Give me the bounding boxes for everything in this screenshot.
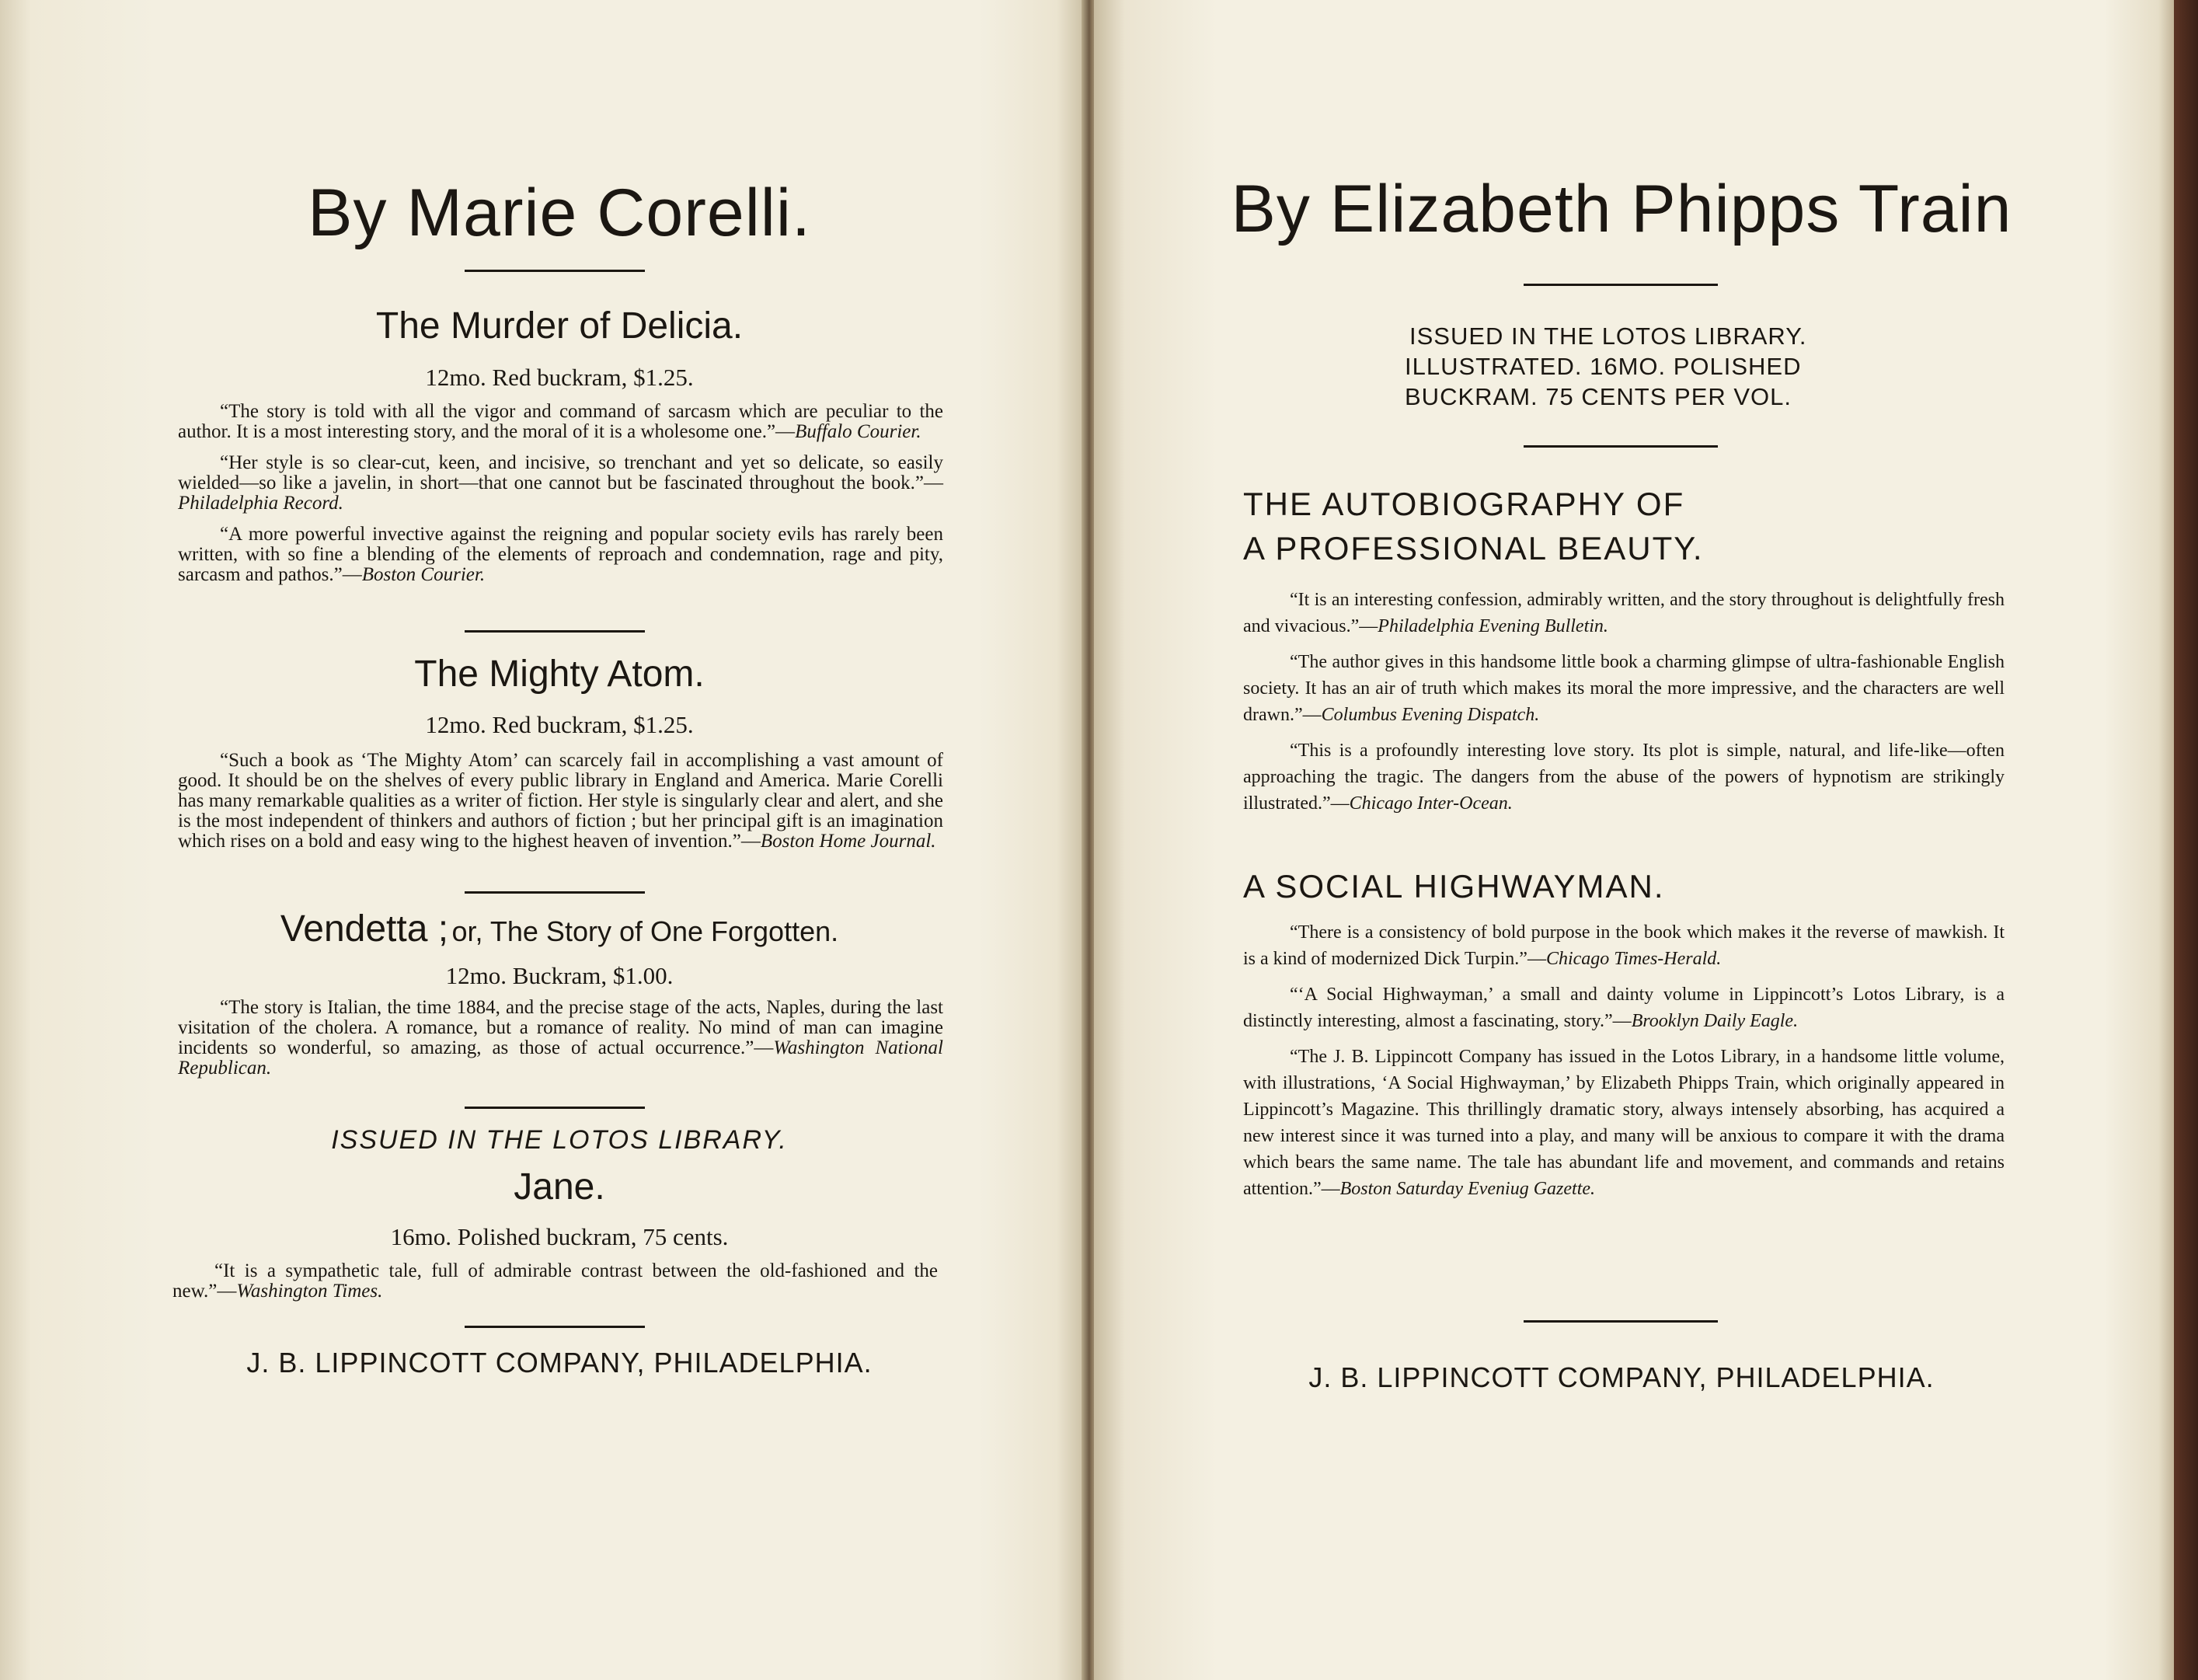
review-source: Washington Times. xyxy=(236,1281,383,1302)
review xyxy=(178,402,943,442)
review-text: “The story is told with all the vigor and command of sarcasm which are peculiar to the author. It is a most interesting story, and the moral of it is a wholesome one.”— xyxy=(178,401,943,442)
review xyxy=(1243,919,2005,972)
divider xyxy=(465,1326,645,1328)
book-price: 12mo. Buckram, $1.00. xyxy=(445,962,674,989)
book-cover-edge xyxy=(2174,0,2198,1680)
review-text: “It is an interesting confession, admirably written, and the story throughout is delightfully fresh and vivacious.”— xyxy=(1243,590,2005,636)
review-source: Boston Home Journal. xyxy=(760,831,936,852)
review-source: Columbus Evening Dispatch. xyxy=(1321,705,1540,725)
publisher-imprint: J. B. LIPPINCOTT COMPANY, PHILADELPHIA. xyxy=(1308,1361,1935,1393)
divider xyxy=(1524,284,1718,286)
review-text: “The story is Italian, the time 1884, and the precise stage of the acts, Naples, during the last visitation of the cholera. A romance, but a romance of reality. No mind of man can imagine incidents so wonderful, so amazing, as those of actual occurrence.”— xyxy=(178,997,943,1058)
reviews-mighty-atom xyxy=(178,751,943,863)
publisher-imprint: J. B. LIPPINCOTT COMPANY, PHILADELPHIA. xyxy=(246,1347,873,1379)
right-page xyxy=(1094,0,2175,1680)
review-text: “It is a sympathetic tale, full of admirable contrast between the old-fashioned and the new.”— xyxy=(172,1260,938,1302)
review-text: “A more powerful invective against the reigning and popular society evils has rarely been written, with so fine a blending of the elements of reproach and condemnation, rage and pity, sarcasm and pathos.”— xyxy=(178,524,943,585)
book-title-murder-of-delicia: The Murder of Delicia. xyxy=(375,305,744,347)
reviews-jane xyxy=(172,1261,938,1312)
review-source: Brooklyn Daily Eagle. xyxy=(1631,1011,1799,1031)
title-line: THE AUTOBIOGRAPHY OF xyxy=(1243,486,1685,522)
author-heading-train: By Elizabeth Phipps Train xyxy=(1231,172,2012,246)
left-page xyxy=(0,0,1086,1680)
review-source: Philadelphia Evening Bulletin. xyxy=(1378,616,1608,636)
review-text: “Her style is so clear-cut, keen, and incisive, so trenchant and yet so delicate, so easily wielded—so like a javelin, in short—that one cannot but be fascinated throughout the book.”— xyxy=(178,452,943,493)
review-text: “The author gives in this handsome little book a charming glimpse of ultra-fashionable English society. It has an air of truth which makes its moral the more impressive, and the characters are well drawn.”— xyxy=(1243,652,2005,725)
book-title-jane: Jane. xyxy=(514,1166,605,1208)
title-line: A PROFESSIONAL BEAUTY. xyxy=(1243,530,1704,566)
reviews-vendetta xyxy=(178,998,943,1089)
review-source: Boston Courier. xyxy=(361,564,486,585)
review xyxy=(1243,737,2005,817)
vendetta-title: Vendetta ; xyxy=(280,908,449,950)
review-source: Chicago Times-Herald. xyxy=(1545,949,1722,969)
review xyxy=(178,751,943,852)
book-title-autobiography xyxy=(1243,482,2020,570)
review-source: Boston Saturday Eveniug Gazette. xyxy=(1339,1179,1596,1199)
reviews-autobiography xyxy=(1243,587,2005,826)
divider xyxy=(465,270,645,272)
review-source: Chicago Inter-Ocean. xyxy=(1349,793,1513,814)
lotos-library-notice xyxy=(1405,321,1949,412)
review-text: “This is a profoundly interesting love story. Its plot is simple, natural, and life-like—often approaching the tragic. The dangers from the abuse of the powers of hypnotism are strikingly illustrated.”— xyxy=(1243,741,2005,814)
reviews-murder-of-delicia xyxy=(178,402,943,596)
book-title-vendetta xyxy=(0,908,1119,950)
review-source: Washington National Republican. xyxy=(178,1037,943,1079)
reviews-social-highwayman xyxy=(1243,919,2005,1211)
review xyxy=(1243,981,2005,1034)
divider xyxy=(465,891,645,894)
book-title-social-highwayman xyxy=(1243,864,2020,908)
book-price: 12mo. Red buckram, $1.25. xyxy=(425,364,694,391)
review-text: “‘A Social Highwayman,’ a small and dainty volume in Lippincott’s Lotos Library, is a distinctly interesting, almost a fascinating, story.”— xyxy=(1243,985,2005,1031)
review-source: Buffalo Courier. xyxy=(795,421,921,442)
title-line: A SOCIAL HIGHWAYMAN. xyxy=(1243,868,1665,904)
review xyxy=(178,453,943,514)
review-text: “There is a consistency of bold purpose in the book which makes it the reverse of mawkish. It is a kind of modernized Dick Turpin.”— xyxy=(1243,922,2005,969)
review xyxy=(178,525,943,585)
author-heading-corelli: By Marie Corelli. xyxy=(308,176,811,250)
notice-line: ISSUED IN THE LOTOS LIBRARY. xyxy=(1409,322,1807,350)
book-price: 16mo. Polished buckram, 75 cents. xyxy=(390,1223,729,1250)
notice-line: BUCKRAM. 75 CENTS PER VOL. xyxy=(1405,383,1792,410)
book-price: 12mo. Red buckram, $1.25. xyxy=(425,711,694,738)
review-source: Philadelphia Record. xyxy=(178,493,343,514)
review xyxy=(178,998,943,1079)
review-text: “Such a book as ‘The Mighty Atom’ can scarcely fail in accomplishing a vast amount of good. It should be on the shelves of every public library in England and America. Marie Corelli has many remarkable qualities as a writer of fiction. Her style is singularly clear and alert, and she is the most independent of thinkers and authors of fiction ; but her principal gift is an imagination which rises on a bold and easy wing to the highest heaven of invention.”— xyxy=(178,750,943,852)
review-text: “The J. B. Lippincott Company has issued in the Lotos Library, in a handsome little volume, with illustrations, ‘A Social Highwayman,’ by Elizabeth Phipps Train, which originally appeared in Lippincott’s Magazine. This thrillingly dramatic story, always intensely absorbing, has acquired a new interest since it was turned into a play, and many will be anxious to compare it with the drama which bears the same name. The tale has abundant life and movement, and commands and retains attention.”— xyxy=(1243,1047,2005,1199)
divider xyxy=(1524,445,1718,448)
divider xyxy=(465,630,645,633)
divider xyxy=(465,1107,645,1109)
review xyxy=(1243,649,2005,728)
divider xyxy=(1524,1320,1718,1323)
book-title-mighty-atom: The Mighty Atom. xyxy=(414,654,705,695)
lotos-library-heading: ISSUED IN THE LOTOS LIBRARY. xyxy=(331,1125,788,1155)
review xyxy=(1243,1044,2005,1202)
review xyxy=(1243,587,2005,640)
vendetta-subtitle: or, The Story of One Forgotten. xyxy=(451,915,839,947)
review xyxy=(172,1261,938,1302)
notice-line: ILLUSTRATED. 16MO. POLISHED xyxy=(1405,353,1802,380)
